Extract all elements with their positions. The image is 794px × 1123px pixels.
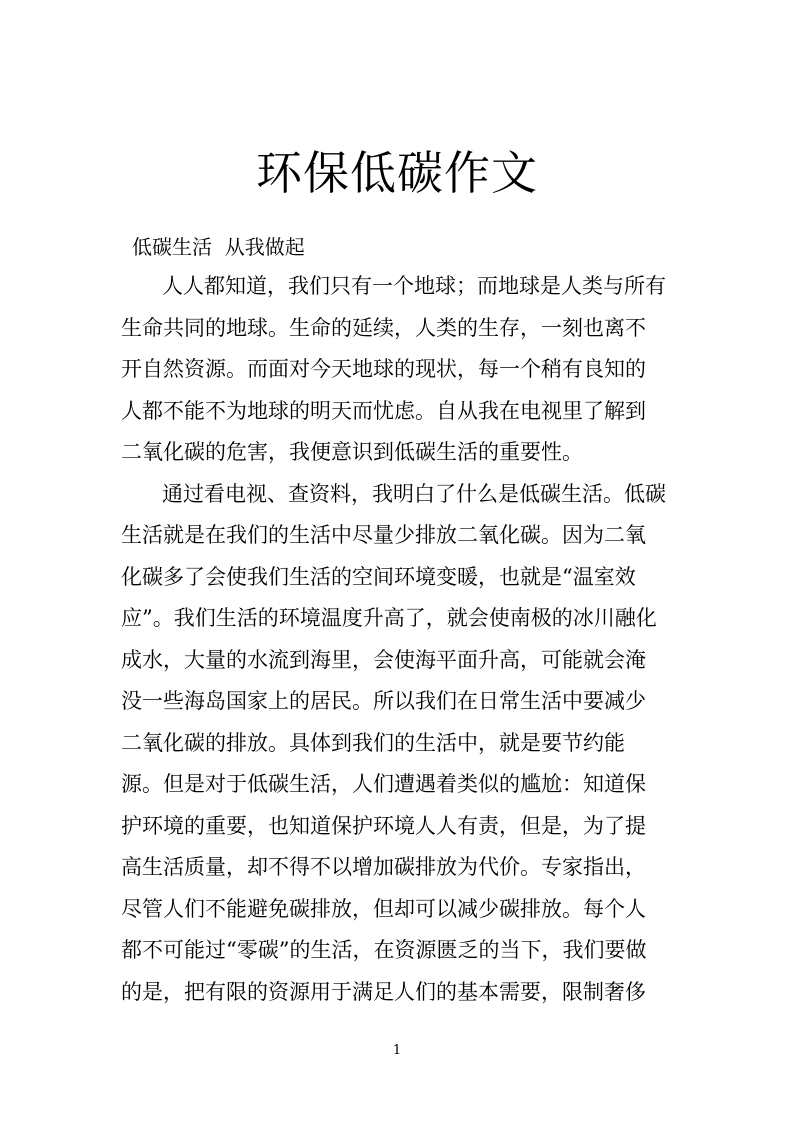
page-number: 1 [392,1043,402,1058]
body-line: 人都不能不为地球的明天而忧虑。自从我在电视里了解到 [121,399,646,423]
body-line: 通过看电视、查资料，我明白了什么是低碳生活。低碳 [162,482,666,506]
body-line: 成水，大量的水流到海里，会使海平面升高，可能就会淹 [121,648,646,672]
body-line: 应”。我们生活的环境温度升高了，就会使南极的冰川融化 [121,606,657,630]
body-line: 的是，把有限的资源用于满足人们的基本需要，限制奢侈 [121,980,646,1004]
body-line: 化碳多了会使我们生活的空间环境变暖，也就是“温室效 [121,565,636,589]
document-title: 环保低碳作文 [256,146,538,200]
body-line: 高生活质量，却不得不以增加碳排放为代价。专家指出， [121,855,646,879]
body-line: 二氧化碳的排放。具体到我们的生活中，就是要节约能 [121,731,625,755]
body-line: 人人都知道，我们只有一个地球；而地球是人类与所有 [162,274,666,298]
body-line: 源。但是对于低碳生活，人们遭遇着类似的尴尬：知道保 [121,772,646,796]
body-line: 开自然资源。而面对今天地球的现状，每一个稍有良知的 [121,357,646,381]
body-line: 没一些海岛国家上的居民。所以我们在日常生活中要减少 [121,689,646,713]
body-line: 生活就是在我们的生活中尽量少排放二氧化碳。因为二氧 [121,523,646,547]
body-line: 尽管人们不能避免碳排放，但却可以减少碳排放。每个人 [121,897,646,921]
document-subtitle: 低碳生活 从我做起 [132,235,305,259]
body-line: 护环境的重要，也知道保护环境人人有责，但是，为了提 [121,814,646,838]
body-line: 生命共同的地球。生命的延续，人类的生存，一刻也离不 [121,316,646,340]
body-line: 二氧化碳的危害，我便意识到低碳生活的重要性。 [121,440,583,464]
body-line: 都不可能过“零碳”的生活，在资源匮乏的当下，我们要做 [121,938,647,962]
